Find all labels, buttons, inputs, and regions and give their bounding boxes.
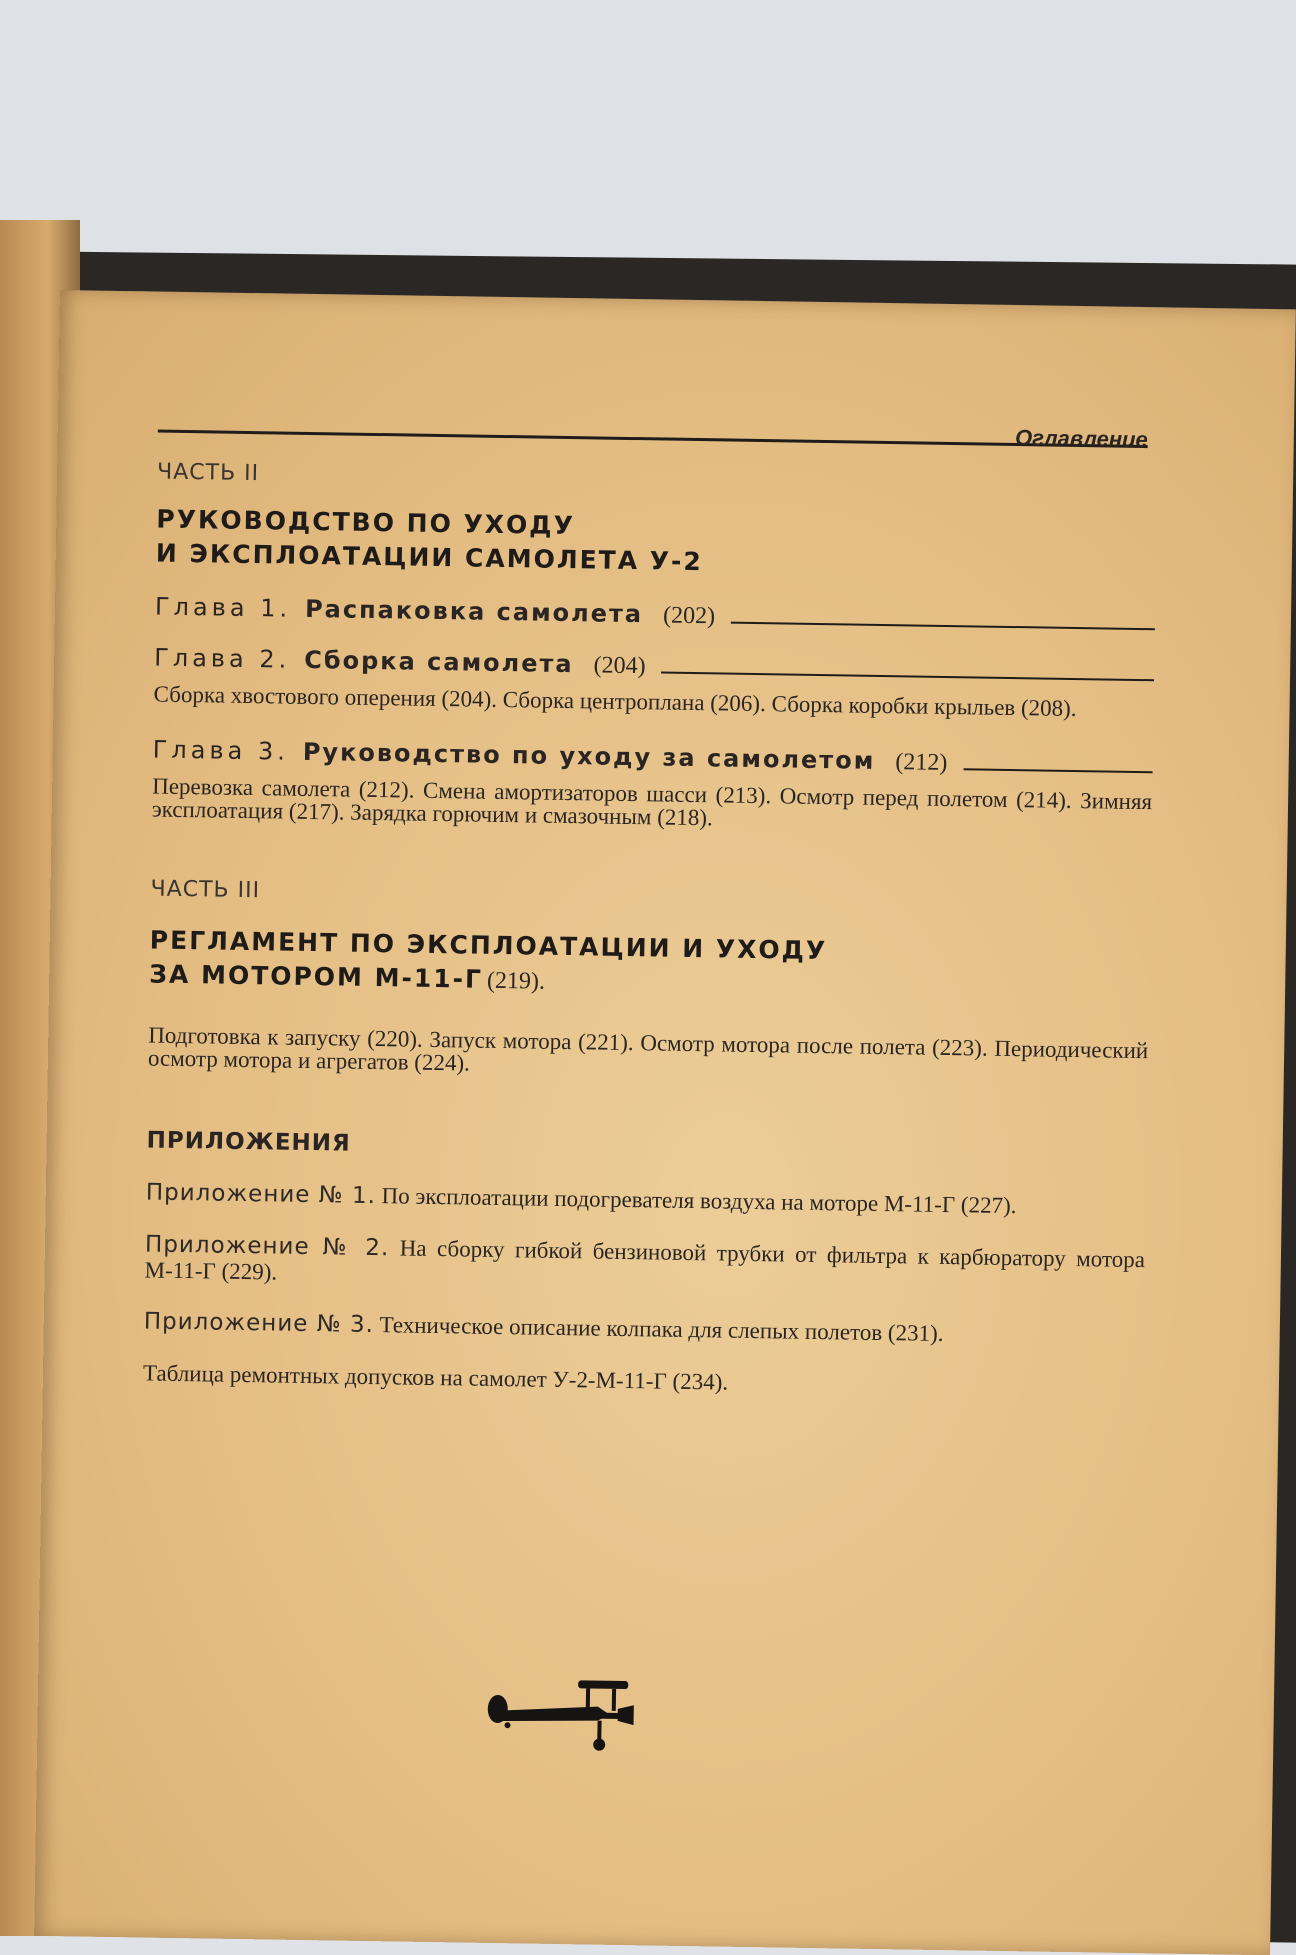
leader-line — [661, 670, 1154, 681]
part2-title — [156, 503, 1157, 587]
chapter-1 — [155, 593, 1155, 638]
running-header — [157, 412, 1158, 468]
table-of-contents — [143, 412, 1158, 1402]
part2-title-line1: РУКОВОДСТВО ПО УХОДУ — [156, 504, 576, 541]
chapter-3 — [153, 736, 1153, 781]
appendix-2 — [144, 1231, 1145, 1298]
chapter-label: Глава 2. — [154, 643, 291, 674]
table-entry: Таблица ремонтных допусков на самолет У-2-М-11-Г (234). — [142, 1360, 729, 1395]
leader-line — [963, 767, 1152, 773]
chapter-title: Распаковка самолета — [304, 594, 644, 629]
appendix-label: Приложение № 1. — [145, 1179, 377, 1210]
chapter-title: Руководство по уходу за самолетом — [302, 737, 876, 775]
chapter-label: Глава 1. — [154, 592, 292, 623]
chapter-title: Сборка самолета — [304, 645, 574, 679]
part3-title-line1: РЕГЛАМЕНТ ПО ЭКСПЛОАТАЦИИ И УХОДУ — [149, 925, 828, 966]
biplane-icon — [477, 1667, 638, 1760]
part3-title-line2: ЗА МОТОРОМ М-11-Г — [149, 959, 484, 994]
chapter-2-desc: Сборка хвостового оперения (204). Сборка центроплана (206). Сборка коробки крыльев (208). — [153, 681, 1077, 722]
appendix-1 — [146, 1179, 1146, 1221]
chapter-page: (202) — [662, 602, 716, 630]
chapter-page: (204) — [593, 652, 646, 680]
chapter-page: (212) — [895, 749, 948, 776]
part3-title — [149, 923, 1150, 1007]
chapter-label: Глава 3. — [152, 735, 290, 766]
appendix-text: На сборку гибкой бензиновой трубки от фильтра к карбюратору мотора М-11-Г (229). — [144, 1235, 1146, 1285]
header-rule — [158, 430, 1148, 449]
part3-desc: Подготовка к запуску (220). Запуск мотора (221). Осмотр мотора после полета (223). Периодический осмотр мотора и агрегатов (224). — [147, 1022, 1149, 1076]
appendices-title: ПРИЛОЖЕНИЯ — [146, 1127, 351, 1157]
part2-label: ЧАСТЬ II — [156, 459, 260, 487]
appendix-text: Техническое описание колпака для слепых полетов (231). — [379, 1312, 944, 1347]
part3-label: ЧАСТЬ III — [150, 876, 261, 904]
chapter-2 — [154, 644, 1154, 689]
appendix-label: Приложение № 3. — [143, 1308, 375, 1339]
chapter-3-desc: Перевозка самолета (212). Смена амортизаторов шасси (213). Осмотр перед полетом (214). Зимняя эксплоатация (217). Зарядка горючим и смазочным (218). — [151, 773, 1153, 831]
part2-title-line2: И ЭКСПЛОАТАЦИИ САМОЛЕТА У-2 — [155, 538, 704, 577]
leader-line — [731, 621, 1155, 631]
part3-title-page: (219). — [486, 967, 546, 995]
header-title: Оглавление — [1014, 425, 1148, 453]
appendix-text: По эксплоатации подогревателя воздуха на моторе М-11-Г (227). — [381, 1183, 1017, 1219]
appendix-3 — [144, 1308, 1144, 1350]
appendix-label: Приложение № 2. — [144, 1231, 390, 1262]
book-page — [34, 290, 1296, 1955]
